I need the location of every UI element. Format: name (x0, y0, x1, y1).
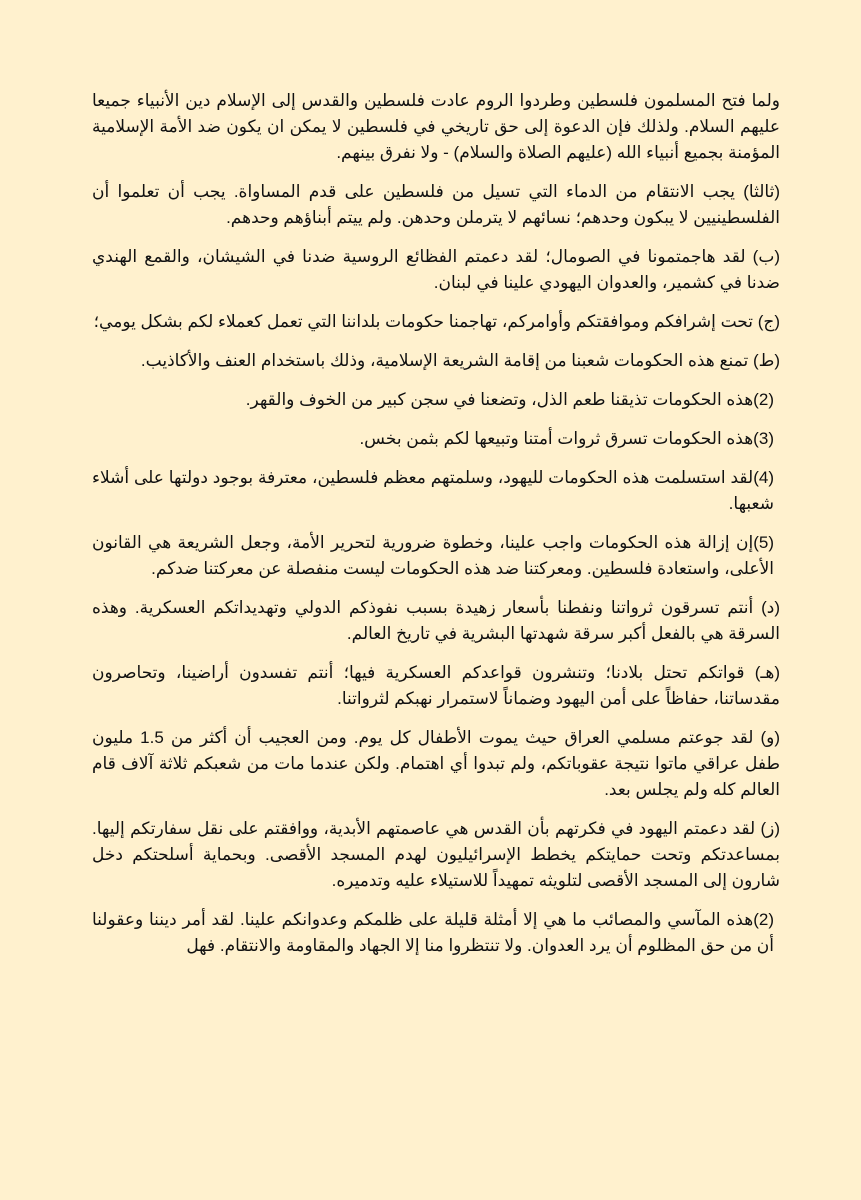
paragraph-ba: (ب) لقد هاجمتمونا في الصومال؛ لقد دعمتم الفظائع الروسية ضدنا في الشيشان، والقمع الهندي ضدنا في كشمير، والعدوان اليهودي علينا في لبنان. (92, 247, 780, 292)
document-page (92, 88, 780, 972)
paragraph-closing-2: (2)هذه المآسي والمصائب ما هي إلا أمثلة قليلة على ظلمكم وعدوانكم علينا. لقد أمر ديننا وعقولنا أن من حق المظلوم أن يرد العدوان. ولا تنتظروا منا إلا الجهاد والمقاومة والانتقام. فهل (92, 910, 774, 955)
paragraph-intro: ولما فتح المسلمون فلسطين وطردوا الروم عادت فلسطين والقدس إلى الإسلام دين الأنبياء جميعا عليهم السلام. ولذلك فإن الدعوة إلى حق تاريخي في فلسطين لا يمكن ان يكون ضد الأمة الإسلامية المؤمنة بجميع أنبياء الله (عليهم الصلاة والسلام) - ولا نفرق بينهم. (92, 91, 780, 162)
paragraph-thalithan: (ثالثا) يجب الانتقام من الدماء التي تسيل من فلسطين على قدم المساواة. يجب أن تعلموا أن الفلسطينيين لا يبكون وحدهم؛ نسائهم لا يترملن وحدهن. ولم ييتم أبناؤهم وحدهم. (92, 182, 780, 227)
paragraph-item-5: (5)إن إزالة هذه الحكومات واجب علينا، وخطوة ضرورية لتحرير الأمة، وجعل الشريعة هي القانون الأعلى، واستعادة فلسطين. ومعركتنا ضد هذه الحكومات ليست منفصلة عن معركتنا ضدكم. (92, 533, 774, 578)
paragraph-item-2: (2)هذه الحكومات تذيقنا طعم الذل، وتضعنا في سجن كبير من الخوف والقهر. (245, 390, 774, 409)
paragraph-ha: (هـ) قواتكم تحتل بلادنا؛ وتنشرون قواعدكم العسكرية فيها؛ أنتم تفسدون أراضينا، وتحاصرون مقدساتنا، حفاظاً على أمن اليهود وضماناً لاستمرار نهبكم لثرواتنا. (92, 663, 780, 708)
paragraph-jim: (ج) تحت إشرافكم وموافقتكم وأوامركم، تهاجمنا حكومات بلداننا التي تعمل كعملاء لكم بشكل يومي؛ (93, 312, 780, 331)
paragraph-zay: (ز) لقد دعمتم اليهود في فكرتهم بأن القدس هي عاصمتهم الأبدية، ووافقتم على نقل سفارتكم إليها. بمساعدتكم وتحت حمايتكم يخطط الإسرائيليون لهدم المسجد الأقصى. وبحماية أسلحتكم دخل شارون إلى المسجد الأقصى لتلويثه تمهيداً للاستيلاء عليه وتدميره. (92, 819, 780, 890)
paragraph-item-3: (3)هذه الحكومات تسرق ثروات أمتنا وتبيعها لكم بثمن بخس. (359, 429, 774, 448)
paragraph-ta: (ط) تمنع هذه الحكومات شعبنا من إقامة الشريعة الإسلامية، وذلك باستخدام العنف والأكاذيب. (140, 351, 780, 370)
paragraph-waw: (و) لقد جوعتم مسلمي العراق حيث يموت الأطفال كل يوم. ومن العجيب أن أكثر من 1.5 مليون طفل عراقي ماتوا نتيجة عقوباتكم، ولم تبدوا أي اهتمام. ولكن عندما مات من شعبكم ثلاثة آلاف قام العالم كله ولم يجلس بعد. (92, 728, 780, 799)
paragraph-dal: (د) أنتم تسرقون ثرواتنا ونفطنا بأسعار زهيدة بسبب نفوذكم الدولي وتهديداتكم العسكرية. وهذه السرقة هي بالفعل أكبر سرقة شهدتها البشرية في تاريخ العالم. (92, 598, 780, 643)
paragraph-item-4: (4)لقد استسلمت هذه الحكومات لليهود، وسلمتهم معظم فلسطين، معترفة بوجود دولتها على أشلاء شعبها. (92, 468, 774, 513)
